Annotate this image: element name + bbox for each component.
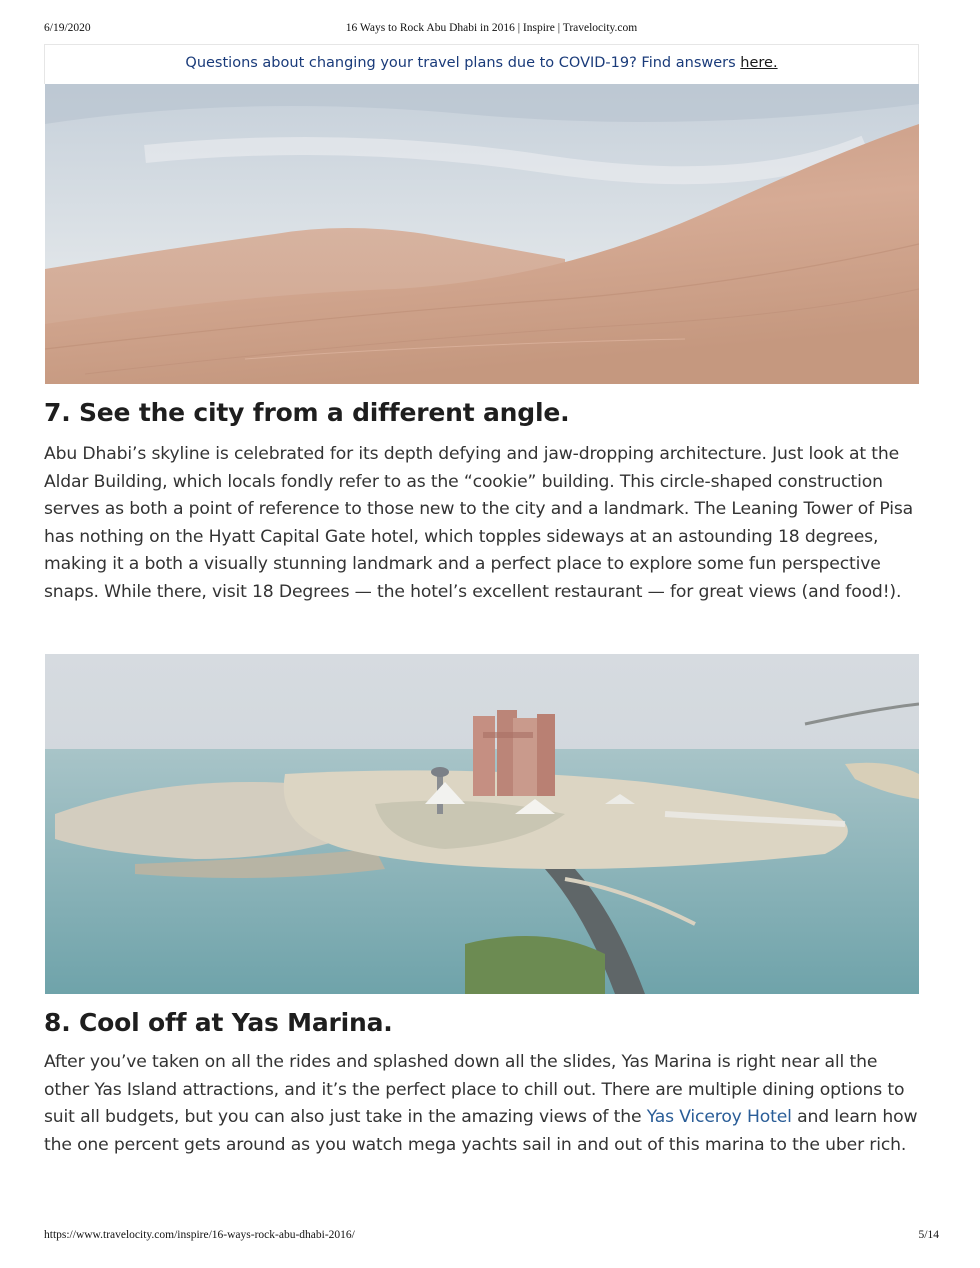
section-7-body: Abu Dhabi’s skyline is celebrated for its depth defying and jaw-dropping architecture. Just look at the Aldar Building, which locals fondly refer to as the “cookie” building. This circle-shaped construction serves as both a point of reference to those new to the city and a landmark. The Leaning Tower of Pisa has nothing on the Hyatt Capital Gate hotel, which topples sideways at an astounding 18 degrees, making it a both a visually stunning landmark and a perfect place to explore some fun perspective snaps. While there, visit 18 Degrees — the hotel’s excellent restaurant — for great views (and food!). bbox=[44, 444, 914, 602]
covid-banner-text: Questions about changing your travel plans due to COVID-19? Find answers bbox=[185, 55, 741, 71]
print-page-number: 5/14 bbox=[918, 1229, 939, 1241]
print-page-title: 16 Ways to Rock Abu Dhabi in 2016 | Inspire | Travelocity.com bbox=[345, 22, 638, 34]
desert-dunes-photo bbox=[45, 84, 919, 384]
print-footer bbox=[44, 1229, 939, 1245]
print-url: https://www.travelocity.com/inspire/16-ways-rock-abu-dhabi-2016/ bbox=[44, 1229, 355, 1241]
print-date: 6/19/2020 bbox=[44, 22, 91, 34]
section-7-heading: 7. See the city from a different angle. bbox=[44, 398, 570, 427]
yas-marina-aerial-photo bbox=[45, 654, 919, 994]
covid-answers-link[interactable]: here. bbox=[740, 55, 778, 71]
covid-banner bbox=[44, 44, 919, 84]
yas-viceroy-hotel-link[interactable]: Yas Viceroy Hotel bbox=[646, 1107, 792, 1128]
section-8-heading: 8. Cool off at Yas Marina. bbox=[44, 1008, 393, 1037]
section-8-body-outro: and learn how the one percent gets around as you watch mega yachts sail in and out of this marina to the uber rich. bbox=[44, 1107, 918, 1155]
print-header bbox=[44, 22, 939, 38]
section-8-body-intro: After you’ve taken on all the rides and splashed down all the slides, Yas Marina is right near all the other Yas Island attractions, and it’s the perfect place to chill out. There are multiple dining options to suit all budgets, but you can also just take in the amazing views of the bbox=[44, 1052, 905, 1128]
section-8-body bbox=[44, 1049, 924, 1159]
